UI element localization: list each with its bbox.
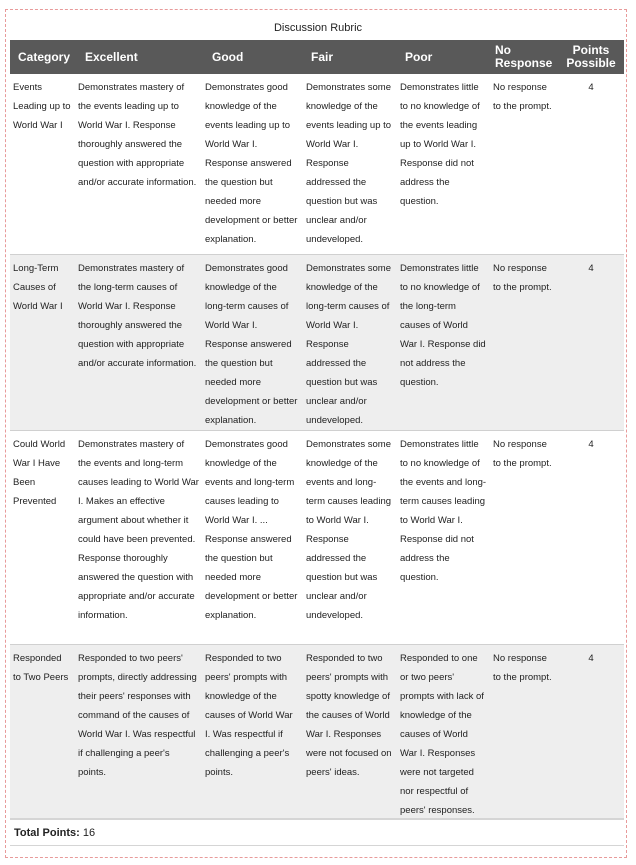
cell-poor: Demonstrates little to no knowledge of the events leading up to World War I. Response did not address the question. bbox=[397, 74, 490, 254]
cell-category: Long-Term Causes of World War I bbox=[10, 254, 75, 430]
header-excellent: Excellent bbox=[75, 40, 202, 74]
cell-no-response: No response to the prompt. bbox=[490, 74, 558, 254]
cell-category: Could World War I Have Been Prevented bbox=[10, 430, 75, 644]
cell-excellent: Demonstrates mastery of the long-term causes of World War I. Response thoroughly answered the question with appropriate and/or accurate information. bbox=[75, 254, 202, 430]
cell-fair: Demonstrates some knowledge of the long-term causes of World War I. Response addressed the question but was unclear and/or undeveloped. bbox=[303, 254, 397, 430]
cell-no-response: No response to the prompt. bbox=[490, 430, 558, 644]
cell-poor: Responded to one or two peers' prompts with lack of knowledge of the causes of World War I. Responses were not targeted nor respectful of peers' responses. bbox=[397, 644, 490, 820]
header-no-response: No Response bbox=[490, 40, 558, 74]
table-row bbox=[10, 430, 624, 644]
cell-no-response: No response to the prompt. bbox=[490, 254, 558, 430]
cell-fair: Demonstrates some knowledge of the events and long-term causes leading to World War I. Response addressed the question but was unclear and/or undeveloped. bbox=[303, 430, 397, 644]
table-row bbox=[10, 74, 624, 254]
cell-excellent: Demonstrates mastery of the events and long-term causes leading to World War I. Makes an effective argument about whether it could have been prevented. Response thoroughly answered the question with appropriate and/or accurate information. bbox=[75, 430, 202, 644]
cell-points: 4 bbox=[558, 74, 624, 254]
header-poor: Poor bbox=[397, 40, 490, 74]
total-points-value: 16 bbox=[82, 827, 96, 839]
header-category: Category bbox=[10, 40, 75, 74]
total-points-label: Total Points: bbox=[14, 827, 80, 839]
bottom-divider bbox=[10, 845, 624, 846]
cell-points: 4 bbox=[558, 644, 624, 820]
cell-good: Demonstrates good knowledge of the events and long-term causes leading to World War I. ... Response answered the question but needed more development or better explanation. bbox=[202, 430, 303, 644]
cell-good: Demonstrates good knowledge of the events leading up to World War I. Response answered the question but needed more development or better explanation. bbox=[202, 74, 303, 254]
header-row bbox=[10, 40, 624, 74]
cell-fair: Demonstrates some knowledge of the events leading up to World War I. Response addressed the question but was unclear and/or undeveloped. bbox=[303, 74, 397, 254]
cell-poor: Demonstrates little to no knowledge of the long-term causes of World War I. Response did not address the question. bbox=[397, 254, 490, 430]
table-row bbox=[10, 254, 624, 430]
cell-poor: Demonstrates little to no knowledge of the events and long-term causes leading to World War I. Response did not address the question. bbox=[397, 430, 490, 644]
header-good: Good bbox=[202, 40, 303, 74]
total-divider bbox=[10, 818, 624, 820]
table-row bbox=[10, 644, 624, 820]
total-points bbox=[14, 827, 95, 839]
header-fair: Fair bbox=[303, 40, 397, 74]
cell-good: Responded to two peers' prompts with knowledge of the causes of World War I. Was respectful if challenging a peer's points. bbox=[202, 644, 303, 820]
cell-category: Events Leading up to World War I bbox=[10, 74, 75, 254]
cell-no-response: No response to the prompt. bbox=[490, 644, 558, 820]
cell-points: 4 bbox=[558, 254, 624, 430]
header-points-possible: Points Possible bbox=[558, 40, 624, 74]
cell-good: Demonstrates good knowledge of the long-term causes of World War I. Response answered the question but needed more development or better explanation. bbox=[202, 254, 303, 430]
cell-category: Responded to Two Peers bbox=[10, 644, 75, 820]
rubric-table bbox=[10, 40, 624, 820]
cell-excellent: Demonstrates mastery of the events leading up to World War I. Response thoroughly answered the question with appropriate and/or accurate information. bbox=[75, 74, 202, 254]
rubric-title: Discussion Rubric bbox=[273, 22, 363, 34]
cell-excellent: Responded to two peers' prompts, directly addressing their peers' responses with command of the causes of World War I. Was respectful if challenging a peer's points. bbox=[75, 644, 202, 820]
cell-fair: Responded to two peers' prompts with spotty knowledge of the causes of World War I. Responses were not focused on peers' ideas. bbox=[303, 644, 397, 820]
cell-points: 4 bbox=[558, 430, 624, 644]
